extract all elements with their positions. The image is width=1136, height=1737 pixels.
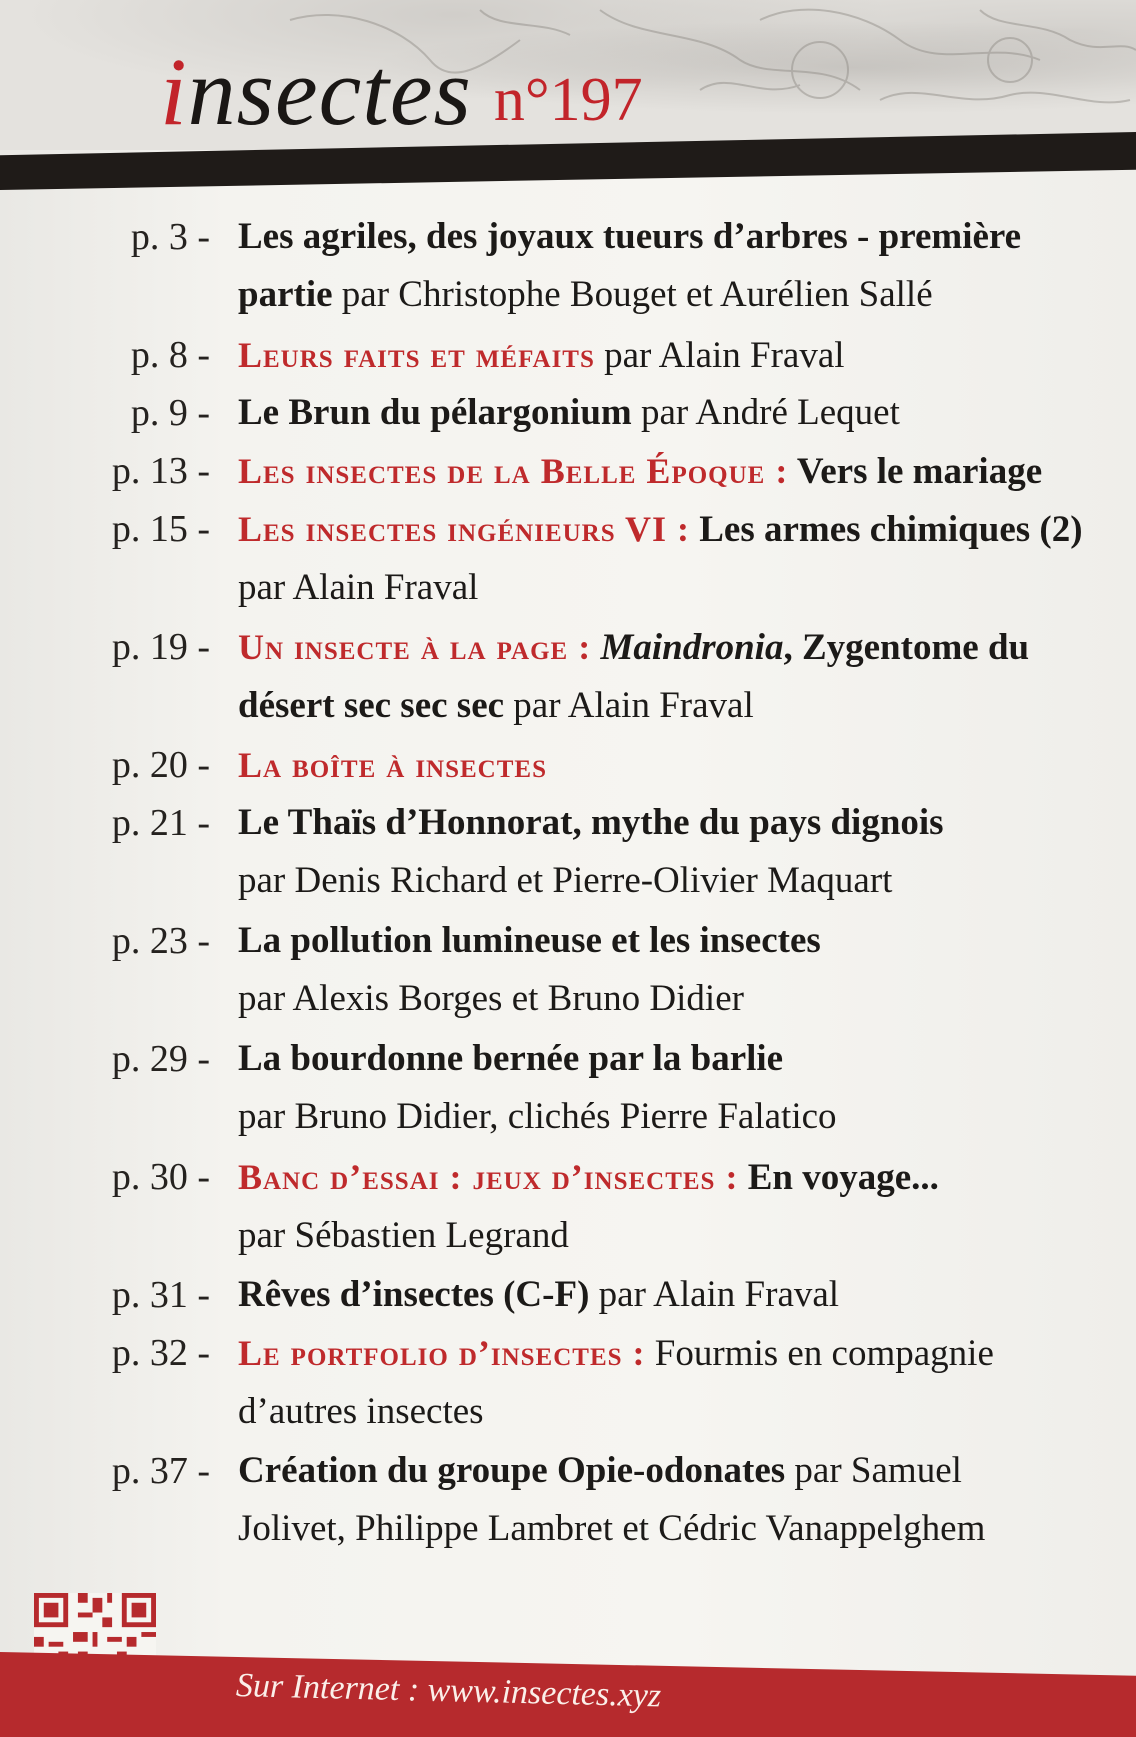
toc-text-part: Vers le mariage (788, 451, 1043, 492)
toc-entry-text (238, 1148, 1128, 1265)
toc-line-1 (238, 442, 1128, 501)
toc-entry-text (238, 442, 1128, 501)
brand-initial: i (160, 38, 188, 145)
toc-page-number: p. 20 - (111, 744, 210, 786)
toc-text-part: par Alain Fraval (594, 335, 845, 376)
masthead (160, 30, 643, 145)
issue-number: n°197 (493, 66, 643, 134)
toc-entry-text (238, 1324, 1128, 1441)
toc-page-number: p. 23 - (111, 920, 210, 962)
toc-line-2 (238, 970, 1128, 1028)
masthead-brand (160, 38, 472, 145)
toc-page-number: p. 31 - (111, 1274, 210, 1316)
toc-text-part: Création du groupe Opie-odonates (238, 1450, 786, 1491)
toc-line-2 (238, 1383, 1128, 1441)
toc-text-part: par Christophe Bouget et Aurélien Sallé (332, 274, 933, 315)
toc-page-number: p. 15 - (111, 508, 210, 550)
toc-page-number: p. 21 - (111, 802, 210, 844)
toc-rubric: Un insecte à la page : (238, 627, 592, 667)
toc-entry-text (238, 1442, 1128, 1558)
toc-line-2 (238, 677, 1128, 735)
toc-text-part: par Alain Fraval (238, 567, 479, 608)
toc-line-1 (238, 912, 1128, 970)
toc-text-part: La pollution lumineuse et les insectes (238, 920, 821, 961)
toc-text-part: par Sébastien Legrand (238, 1215, 569, 1256)
toc-text-part: par Alain Fraval (504, 685, 754, 726)
toc-line-1 (238, 618, 1128, 677)
toc-entry-text (238, 384, 1128, 442)
toc-line-1 (238, 1148, 1128, 1207)
toc-entry-text (238, 500, 1128, 617)
toc-page-number: p. 19 - (111, 626, 210, 668)
toc-text-part: Maindronia (591, 627, 784, 668)
toc-entry-text (238, 736, 1128, 795)
toc-entry-text (238, 618, 1128, 735)
toc-text-part: La bourdonne bernée par la barlie (238, 1038, 784, 1079)
toc-text-part: Les agriles, des joyaux tueurs d’arbres - première (238, 216, 1022, 257)
toc-line-2 (238, 1088, 1128, 1146)
toc-line-1 (238, 384, 1128, 442)
toc-line-2 (238, 1500, 1128, 1558)
toc-page-number: p. 37 - (111, 1450, 210, 1492)
toc-text-part: par André Lequet (631, 392, 900, 433)
toc-text-part: Le Thaïs d’Honnorat, mythe du pays dignois (238, 802, 944, 843)
toc-line-1 (238, 326, 1128, 385)
toc-text-part: Rêves d’insectes (C-F) (238, 1274, 590, 1315)
toc-text-part: par Alexis Borges et Bruno Didier (238, 978, 744, 1019)
toc-text-part: par Bruno Didier, clichés Pierre Falatico (238, 1096, 837, 1137)
toc-entry-text (238, 1266, 1128, 1324)
toc-page-number: p. 9 - (130, 392, 210, 434)
toc-line-1 (238, 1030, 1128, 1088)
toc-line-1 (238, 1324, 1128, 1383)
toc-line-1 (238, 736, 1128, 795)
toc-page-number: p. 3 - (130, 216, 210, 258)
toc-rubric: Les insectes de la Belle Époque : (238, 451, 789, 491)
brand-rest: nsectes (187, 38, 472, 145)
toc-rubric: Leurs faits et méfaits (238, 335, 595, 375)
toc-entry-text (238, 912, 1128, 1028)
toc-page-number: p. 29 - (111, 1038, 210, 1080)
toc-rubric: Le portfolio d’insectes : (238, 1333, 646, 1373)
toc-text-part: d’autres insectes (238, 1391, 484, 1432)
toc-line-2 (238, 1207, 1128, 1265)
toc-text-part: Les armes chimiques (2) (689, 509, 1083, 550)
toc-line-1 (238, 1266, 1128, 1324)
toc-line-1 (238, 794, 1128, 852)
toc-text-part: par Denis Richard et Pierre-Olivier Maquart (238, 860, 893, 901)
toc-text-part: Jolivet, Philippe Lambret et Cédric Vanappelghem (238, 1508, 986, 1549)
toc-text-part: , Zygentome du (783, 627, 1030, 668)
toc-text-part: Fourmis en compagnie (645, 1333, 994, 1374)
toc-rubric: La boîte à insectes (238, 745, 547, 785)
toc-line-2 (238, 266, 1128, 324)
toc-text-part: En voyage... (738, 1157, 939, 1198)
toc-page-number: p. 32 - (111, 1332, 210, 1374)
toc-page-number: p. 13 - (111, 450, 210, 492)
toc-entry-text (238, 794, 1128, 910)
toc-line-2 (238, 559, 1128, 617)
toc-rubric: Les insectes ingénieurs VI : (238, 509, 690, 549)
toc-page-number: p. 8 - (130, 334, 210, 376)
toc-line-1 (238, 1442, 1128, 1500)
toc-text-part: partie (238, 274, 333, 315)
toc-text-part: désert sec sec sec (238, 685, 505, 726)
website-link[interactable]: Sur Internet : www.insectes.xyz (235, 1667, 662, 1715)
toc-line-1 (238, 208, 1128, 266)
toc-text-part: par Samuel (785, 1450, 962, 1491)
toc-entry-text (238, 208, 1128, 324)
toc-text-part: Le Brun du pélargonium (238, 392, 632, 433)
toc-entry-text (238, 326, 1128, 385)
toc-line-1 (238, 500, 1128, 559)
toc-text-part: par Alain Fraval (589, 1274, 840, 1315)
toc-line-2 (238, 852, 1128, 910)
toc-rubric: Banc d’essai : jeux d’insectes : (238, 1157, 739, 1197)
toc-page-number: p. 30 - (111, 1156, 210, 1198)
toc-entry-text (238, 1030, 1128, 1146)
